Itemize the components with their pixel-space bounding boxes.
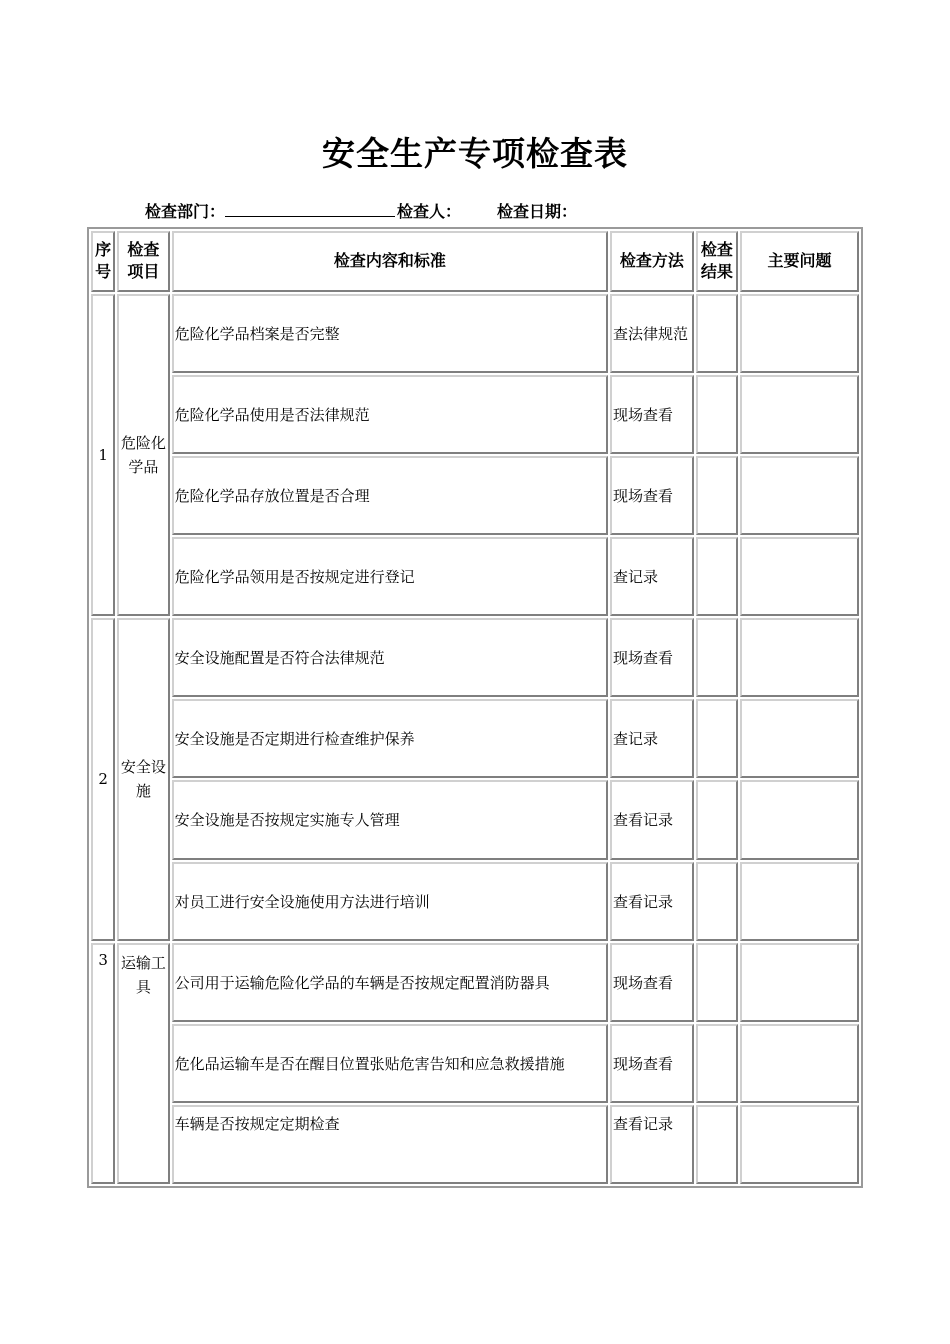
table-row [91,456,859,535]
issues-cell[interactable] [740,699,859,778]
issues-cell[interactable] [740,943,859,1022]
header-result: 检查结果 [696,231,738,292]
table-row [91,780,859,859]
content-cell: 车辆是否按规定定期检查 [172,1105,608,1184]
header-item: 检查项目 [117,231,169,292]
section-no: 3 [91,943,115,1184]
date-label: 检查日期： [497,202,578,221]
method-cell: 查法律规范 [610,294,694,373]
content-cell: 公司用于运输危险化学品的车辆是否按规定配置消防器具 [172,943,608,1022]
issues-cell[interactable] [740,375,859,454]
issues-cell[interactable] [740,618,859,697]
result-cell[interactable] [696,618,738,697]
method-cell: 现场查看 [610,1024,694,1103]
table-row [91,943,859,1022]
result-cell[interactable] [696,943,738,1022]
table-row [91,375,859,454]
table-row [91,699,859,778]
section-no: 2 [91,618,115,940]
result-cell[interactable] [696,537,738,616]
result-cell[interactable] [696,699,738,778]
method-cell: 现场查看 [610,456,694,535]
content-cell: 安全设施是否按规定实施专人管理 [172,780,608,859]
result-cell[interactable] [696,1024,738,1103]
table-row [91,862,859,941]
method-cell: 查记录 [610,537,694,616]
method-cell: 查看记录 [610,780,694,859]
content-cell: 危险化学品领用是否按规定进行登记 [172,537,608,616]
content-cell: 危险化学品档案是否完整 [172,294,608,373]
page-title: 安全生产专项检查表 [322,134,628,173]
method-cell: 查看记录 [610,1105,694,1184]
section-item: 运输工具 [117,943,169,1184]
result-cell[interactable] [696,456,738,535]
inspection-table [87,227,863,1188]
method-cell: 查看记录 [610,862,694,941]
table-header-row [91,231,859,292]
table-row [91,1105,859,1184]
method-cell: 现场查看 [610,943,694,1022]
issues-cell[interactable] [740,1105,859,1184]
table-row [91,537,859,616]
result-cell[interactable] [696,862,738,941]
method-cell: 现场查看 [610,618,694,697]
table-row [91,1024,859,1103]
content-cell: 危险化学品使用是否法律规范 [172,375,608,454]
header-no: 序号 [91,231,115,292]
inspector-label: 检查人： [397,202,462,221]
dept-label: 检查部门： [145,202,226,221]
header-method: 检查方法 [610,231,694,292]
content-cell: 安全设施是否定期进行检查维护保养 [172,699,608,778]
table-row [91,294,859,373]
issues-cell[interactable] [740,1024,859,1103]
section-no: 1 [91,294,115,616]
dept-blank-line [225,202,395,217]
issues-cell[interactable] [740,537,859,616]
inspection-meta [145,199,577,222]
result-cell[interactable] [696,294,738,373]
section-item: 危险化学品 [117,294,169,616]
content-cell: 危化品运输车是否在醒目位置张贴危害告知和应急救援措施 [172,1024,608,1103]
issues-cell[interactable] [740,456,859,535]
content-cell: 安全设施配置是否符合法律规范 [172,618,608,697]
method-cell: 现场查看 [610,375,694,454]
table-row [91,618,859,697]
section-item: 安全设施 [117,618,169,940]
header-issues: 主要问题 [740,231,859,292]
header-content: 检查内容和标准 [172,231,608,292]
result-cell[interactable] [696,375,738,454]
issues-cell[interactable] [740,862,859,941]
issues-cell[interactable] [740,780,859,859]
content-cell: 危险化学品存放位置是否合理 [172,456,608,535]
result-cell[interactable] [696,1105,738,1184]
content-cell: 对员工进行安全设施使用方法进行培训 [172,862,608,941]
result-cell[interactable] [696,780,738,859]
issues-cell[interactable] [740,294,859,373]
method-cell: 查记录 [610,699,694,778]
